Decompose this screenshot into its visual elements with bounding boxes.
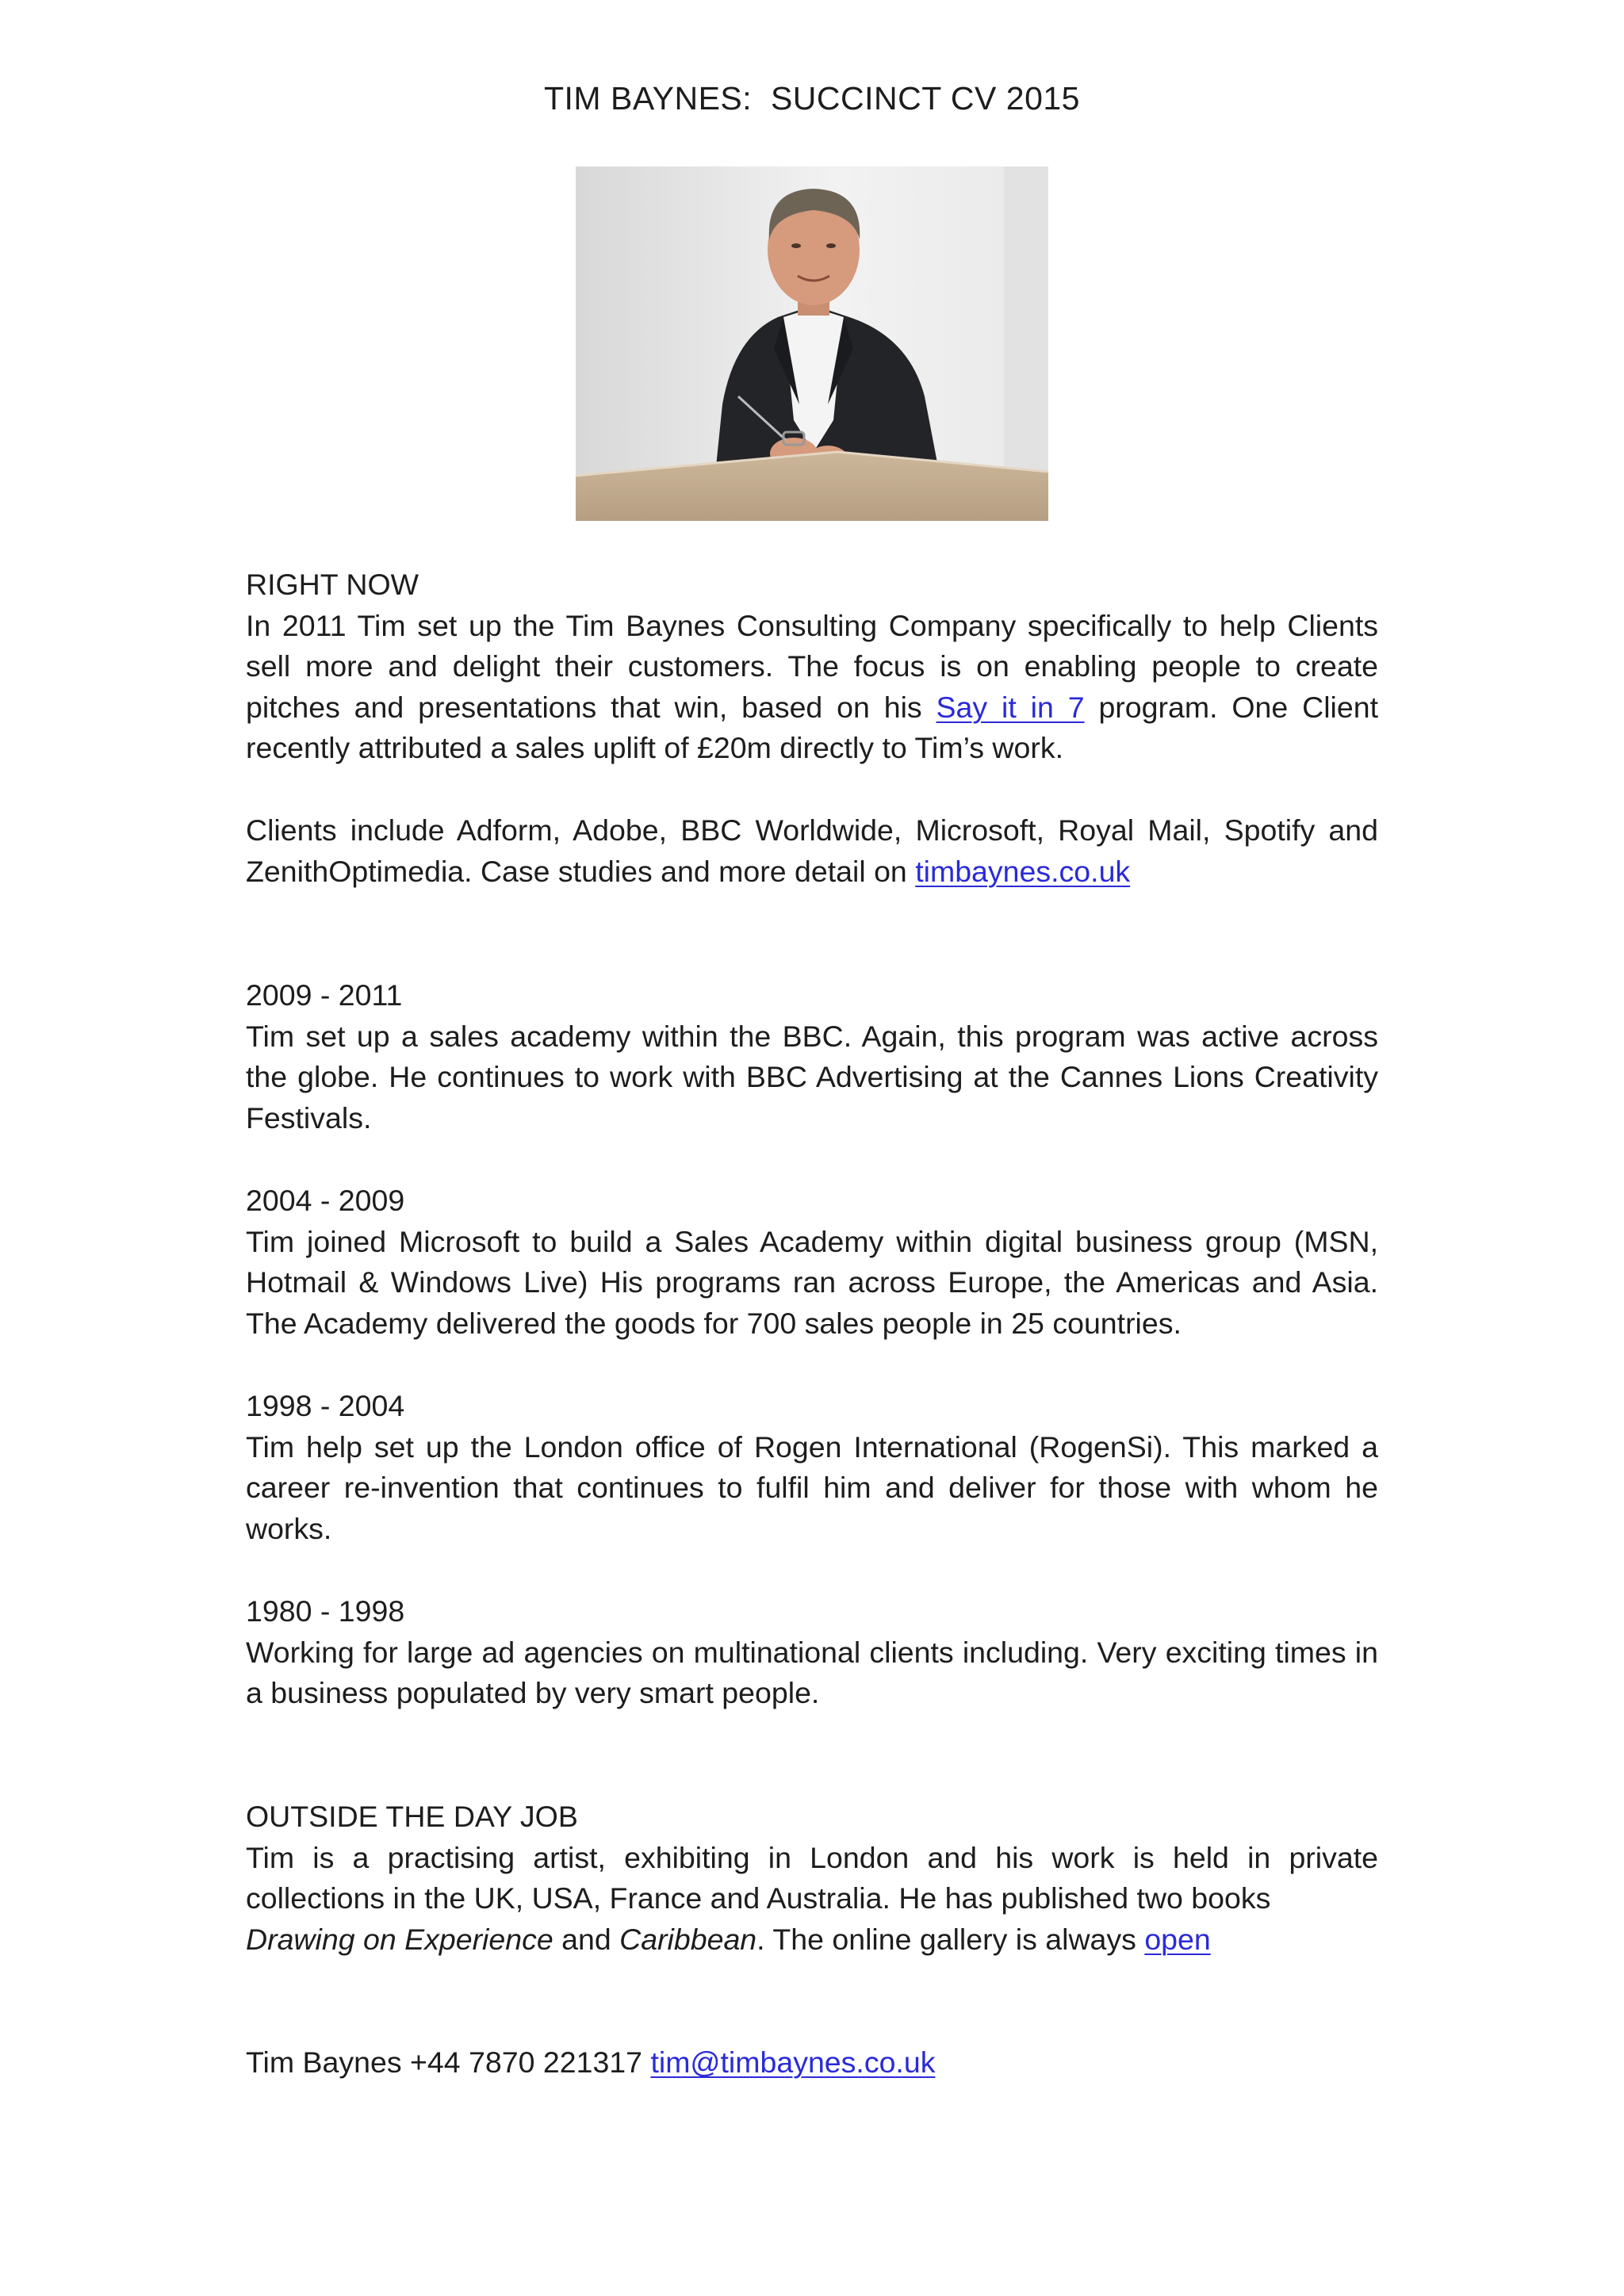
clients-paragraph [246, 810, 1378, 892]
outside-paragraph [246, 1838, 1378, 1961]
contact-text: Tim Baynes +44 7870 221317 [246, 2045, 651, 2079]
email-link[interactable]: tim@timbaynes.co.uk [650, 2045, 936, 2079]
portrait-photo [576, 166, 1048, 521]
section-contact [246, 2042, 1378, 2084]
section-2009-2011 [246, 975, 1378, 1138]
timeline-text: Tim joined Microsoft to build a Sales Academy within digital business group (MSN, Hotmail & Windows Live) His programs ran across Europe, the Americas and Asia. The Academy delivered the goods for 700 sales people in 25 countries. [246, 1224, 1378, 1340]
timeline-years: 1998 - 2004 [246, 1389, 405, 1422]
section-right-now [246, 564, 1378, 769]
section-2004-2009 [246, 1181, 1378, 1344]
book-title-caribbean: Caribbean [619, 1922, 757, 1956]
timeline-text: Tim set up a sales academy within the BBC. Again, this program was active across the globe. He continues to work with BBC Advertising at the Cannes Lions Creativity Festivals. [246, 1019, 1378, 1135]
clients-text: Clients include Adform, Adobe, BBC Worldwide, Microsoft, Royal Mail, Spotify and ZenithOptimedia. Case studies and more detail on [246, 813, 1378, 888]
right-now-text-tail: program. One Client recently attributed a sales uplift of £20m directly to Tim’s work. [246, 690, 1378, 764]
page-title: TIM BAYNES: SUCCINCT CV 2015 [544, 80, 1080, 117]
outside-text-tail: . The online gallery is always [756, 1922, 1145, 1956]
timeline-text: Tim help set up the London office of Rogen International (RogenSi). This marked a career re-invention that continues to fulfil him and deliver for those with whom he works. [246, 1429, 1378, 1545]
say-it-in-7-link[interactable]: Say it in 7 [936, 690, 1085, 724]
section-clients [246, 810, 1378, 892]
timeline-years: 2009 - 2011 [246, 978, 403, 1012]
right-now-paragraph [246, 606, 1378, 769]
timeline-text: Working for large ad agencies on multinational clients including. Very exciting times in a business populated by very smart people. [246, 1635, 1378, 1709]
outside-and: and [553, 1922, 620, 1956]
timeline-years: 1980 - 1998 [246, 1594, 405, 1628]
right-now-text: In 2011 Tim set up the Tim Baynes Consulting Company specifically to help Clients sell more and delight their customers. The focus is on enabling people to create pitches and presentations that win, based on his [246, 608, 1378, 724]
section-1980-1998 [246, 1591, 1378, 1714]
outside-text: Tim is a practising artist, exhibiting in London and his work is held in private collections in the UK, USA, France and Australia. He has published two books [246, 1840, 1378, 1915]
section-heading-right-now: RIGHT NOW [246, 568, 419, 601]
timbaynes-website-link[interactable]: timbaynes.co.uk [915, 854, 1131, 888]
contact-line [246, 2042, 1378, 2084]
section-heading-outside: OUTSIDE THE DAY JOB [246, 1800, 578, 1833]
gallery-open-link[interactable]: open [1144, 1922, 1211, 1956]
timeline-years: 2004 - 2009 [246, 1184, 405, 1217]
section-outside-day-job [246, 1797, 1378, 1960]
section-1998-2004 [246, 1386, 1378, 1549]
book-title-drawing-on-experience: Drawing on Experience [246, 1922, 553, 1956]
